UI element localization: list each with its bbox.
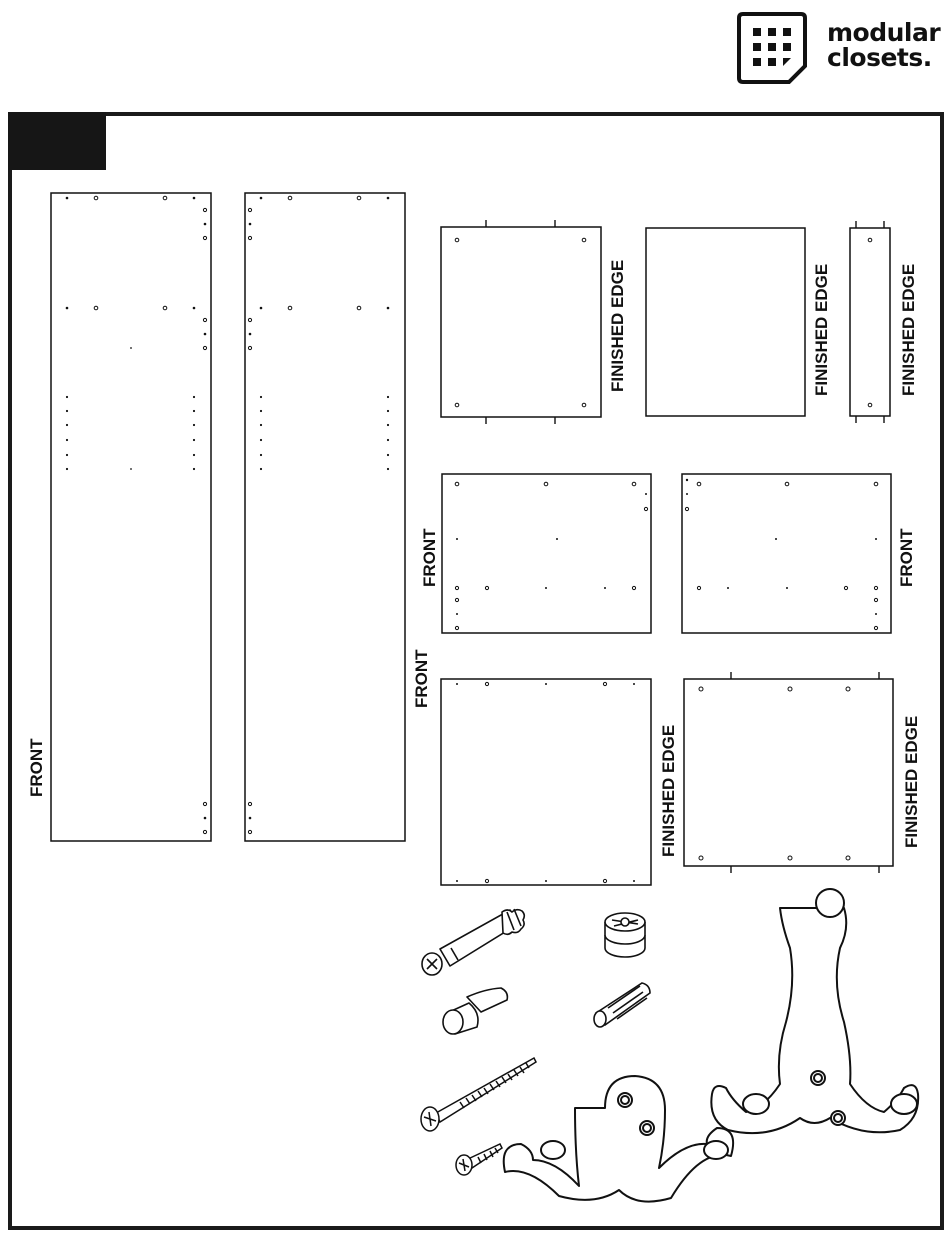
side-panel-left <box>51 193 211 841</box>
bottom-panel-left <box>441 679 651 885</box>
brand-line-1: modular <box>827 18 941 47</box>
drawer-panel-left <box>442 474 651 633</box>
side-panel-right <box>245 193 405 841</box>
square-panel-1 <box>441 220 601 424</box>
cam-bolt-icon <box>422 909 524 975</box>
label-front-drawer-right: FRONT <box>897 528 916 587</box>
wood-dowel-icon <box>594 983 650 1027</box>
square-panel-2 <box>646 228 805 416</box>
label-finished-edge-3: FINISHED EDGE <box>899 263 918 396</box>
triple-hook-icon <box>711 889 918 1133</box>
label-front-right-panel: FRONT <box>412 649 431 708</box>
cam-lock-icon <box>605 913 645 957</box>
label-finished-edge-5: FINISHED EDGE <box>902 715 921 848</box>
label-finished-edge-4: FINISHED EDGE <box>659 724 678 857</box>
brand-dot: . <box>922 43 932 72</box>
narrow-panel <box>850 221 890 423</box>
bottom-panel-right <box>684 672 893 873</box>
label-front-left-panel: FRONT <box>27 738 46 797</box>
double-hook-icon <box>504 1076 733 1202</box>
short-screw-icon <box>456 1144 502 1175</box>
label-finished-edge-1: FINISHED EDGE <box>608 259 627 392</box>
brand-line-2: closets. <box>827 43 932 72</box>
label-finished-edge-2: FINISHED EDGE <box>812 263 831 396</box>
shelf-pin-icon <box>443 988 507 1034</box>
long-screw-icon <box>421 1058 536 1131</box>
label-front-drawer-left: FRONT <box>420 528 439 587</box>
drawer-panel-right <box>682 474 891 633</box>
